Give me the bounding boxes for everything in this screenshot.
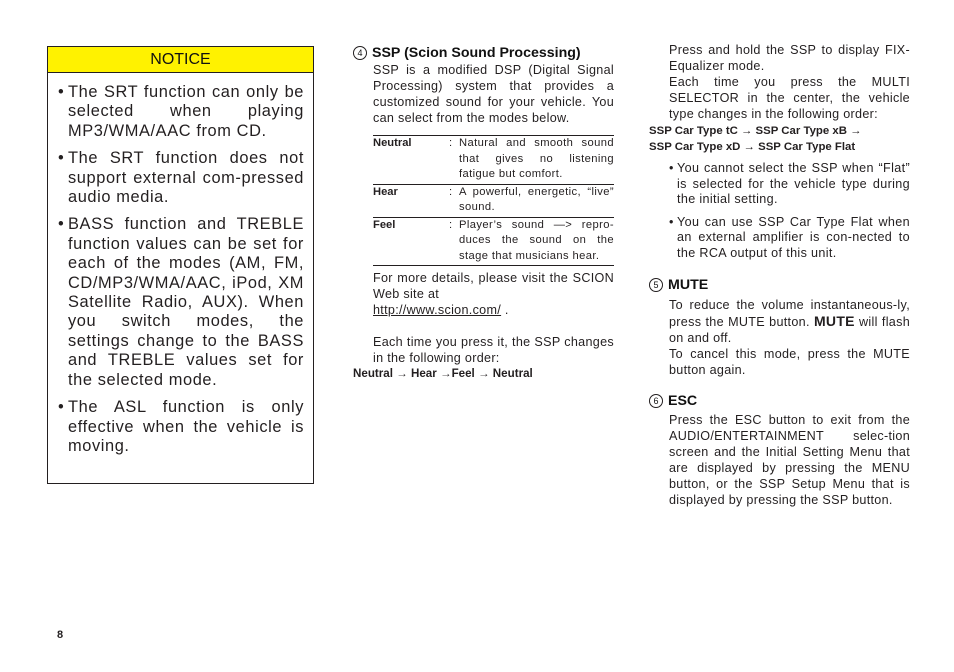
press-hold-text: Press and hold the SSP to display FIX-Equalizer mode. [669, 43, 910, 73]
mode-term: Feel [373, 218, 396, 231]
right-column [649, 42, 910, 508]
mode-desc: Natural and smooth sound that gives no listening fatigue but comfort. [459, 137, 614, 180]
esc-description: Press the ESC button to exit from the AUDIO/ENTERTAINMENT selec-tion screen and the Initial Setting Menu that are displayed by pressing the MENU button, or the SSP Setup Menu that is displayed by pressing the SSP button. [669, 412, 910, 507]
more-details: For more details, please visit the SCION Web site at [373, 271, 614, 301]
notice-item: • The SRT function does not support external com-pressed audio media. [58, 149, 304, 207]
notice-list [48, 73, 313, 456]
car-type-sequence [649, 124, 910, 155]
notice-item: • The SRT function can only be selected when playing MP3/WMA/AAC from CD. [58, 83, 304, 141]
mute-title-text: MUTE [668, 276, 709, 293]
mute-text-before: To reduce the volume instantaneous-ly, press the MUTE button. [669, 297, 910, 329]
notice-item: • BASS function and TREBLE function values can be set for each of the modes (AM, FM, CD/MP3/WMA/AAC, iPod, XM Satellite Radio, AUX). When you switch modes, the settings change to the BASS and TREBLE values set for the selected mode. [58, 215, 304, 390]
list-item: • You can use SSP Car Type Flat when an external amplifier is con-nected to the RCA output of this unit. [669, 215, 910, 262]
mode-colon: : [449, 185, 453, 198]
car-type-sequence-line1: SSP Car Type tC → SSP Car Type xB → [649, 125, 862, 137]
scion-website-link[interactable]: http://www.scion.com/ [373, 303, 502, 317]
mute-description [669, 297, 910, 346]
ssp-title-text: SSP (Scion Sound Processing) [372, 45, 581, 61]
car-type-sequence-line2: SSP Car Type xD → SSP Car Type Flat [649, 140, 856, 153]
mode-term: Neutral [373, 137, 412, 149]
more-details-text [373, 270, 614, 318]
mode-desc: A powerful, energetic, “live” sound. [459, 185, 614, 213]
section-number-5: 5 [649, 278, 663, 292]
each-time-text: Each time you press the MULTI SELECTOR in the center, the vehicle type changes in the following order: [669, 75, 910, 121]
mute-text-after: will flash on and off. [669, 314, 910, 345]
mute-cancel: To cancel this mode, press the MUTE button again. [669, 346, 910, 377]
mode-colon: : [449, 137, 453, 149]
notice-item: • The ASL function is only effective when the vehicle is moving. [58, 398, 304, 456]
table-row [373, 217, 614, 266]
section-number-6: 6 [649, 394, 663, 408]
list-item: • You cannot select the SSP when “Flat” is selected for the vehicle type during the initial setting. [669, 161, 910, 208]
mode-desc: Player’s sound —> repro-duces the sound on the stage that musicians hear. [459, 218, 614, 262]
mute-title [649, 276, 910, 294]
ssp-section [353, 44, 614, 382]
ssp-title [353, 44, 614, 62]
esc-title [649, 392, 910, 410]
table-row [373, 136, 614, 185]
ssp-modes-table [373, 135, 614, 266]
mode-colon: : [449, 218, 453, 231]
table-row [373, 184, 614, 217]
notice-box [47, 46, 314, 484]
order-text: Each time you press it, the SSP changes in the following order: [373, 335, 614, 365]
page-number: 8 [57, 629, 64, 641]
url-suffix: . [501, 303, 509, 317]
ssp-order-sequence: Neutral → Hear →Feel → Neutral [353, 367, 533, 380]
ssp-intro: SSP is a modified DSP (Digital Signal Processing) system that provides a customized sound for your vehicle. You can select from the modes below. [373, 63, 614, 125]
esc-title-text: ESC [668, 392, 698, 409]
notice-heading: NOTICE [48, 47, 313, 73]
section-number-4: 4 [353, 46, 367, 60]
mute-flash-word: MUTE [813, 312, 855, 329]
ssp-notes-list [669, 161, 910, 262]
mode-term: Hear [373, 185, 398, 198]
